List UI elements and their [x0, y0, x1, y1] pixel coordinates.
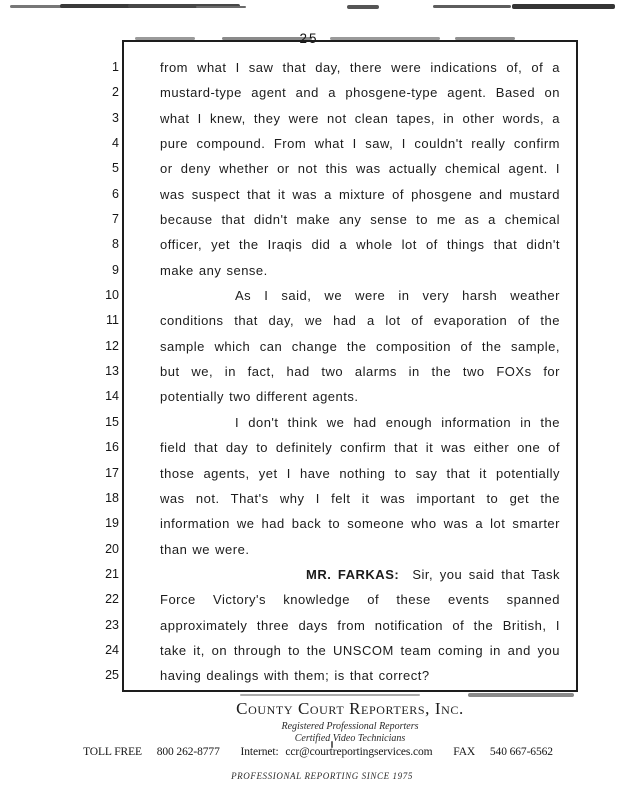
line-number: 1 — [112, 60, 119, 74]
line-text: what I knew, they were not clean tapes, in other words, a — [160, 110, 560, 126]
line-text: As I said, we were in very harsh weather — [235, 288, 560, 304]
line-text: make any sense. — [160, 262, 268, 278]
transcript-line — [95, 283, 560, 308]
transcript-line — [95, 131, 560, 156]
line-number: 5 — [112, 161, 119, 176]
scan-smudge — [347, 5, 379, 9]
line-number: 13 — [105, 364, 119, 379]
line-text: than we were. — [160, 541, 250, 557]
scan-smudge — [196, 6, 246, 9]
transcript-lines — [95, 55, 560, 689]
transcript-line — [95, 663, 560, 688]
fax-label: FAX — [453, 746, 476, 758]
transcript-line — [95, 461, 560, 486]
transcript-line — [95, 106, 560, 131]
page-number: 25 — [299, 31, 319, 46]
transcript-line — [95, 232, 560, 257]
scan-smudge — [433, 5, 511, 8]
transcript-line — [95, 410, 560, 435]
line-number: 7 — [112, 212, 119, 227]
line-number: 14 — [105, 389, 119, 404]
line-text: because that didn't make any sense to me as a chemical — [160, 212, 560, 228]
line-text: information we had back to someone who was a lot smarter — [160, 516, 560, 532]
internet-label: Internet: — [240, 746, 279, 758]
line-text: field that day to definitely confirm that it was either one of — [160, 440, 560, 456]
transcript-line — [95, 156, 560, 181]
line-number: 16 — [105, 440, 119, 455]
transcript-line — [95, 359, 560, 384]
line-number: 19 — [105, 516, 119, 531]
transcript-line — [95, 55, 560, 80]
footer-company-name: County Court Reporters, Inc. — [236, 699, 464, 718]
internet-email: ccr@courtreportingservices.com — [285, 746, 433, 758]
line-number: 12 — [105, 338, 119, 353]
line-text: Force Victory's knowledge of these events spanned — [160, 592, 560, 608]
transcript-line — [95, 638, 560, 663]
transcript-line — [95, 308, 560, 333]
line-text: from what I saw that day, there were indications of, of a — [160, 60, 560, 75]
transcript-line — [95, 80, 560, 105]
line-text: take it, on through to the UNSCOM team coming in and you — [160, 642, 560, 658]
line-number: 8 — [112, 237, 119, 252]
scan-smudge — [512, 4, 615, 9]
line-text: was suspect that it was a mixture of phosgene and mustard — [160, 186, 560, 202]
transcript-line — [95, 334, 560, 359]
line-number: 24 — [105, 642, 119, 657]
line-text: officer, yet the Iraqis did a whole lot of things that didn't — [160, 237, 560, 253]
line-text: mustard-type agent and a phosgene-type agent. Based on — [160, 85, 560, 101]
line-text: MR. FARKAS: Sir, you said that Task — [306, 566, 560, 582]
line-number: 17 — [105, 465, 119, 480]
line-number: 25 — [105, 668, 119, 683]
line-text: I don't think we had enough information in the — [235, 414, 560, 430]
line-text: pure compound. From what I saw, I couldn't really confirm — [160, 136, 560, 152]
transcript-line — [95, 511, 560, 536]
line-text: or deny whether or not this was actually chemical agent. I — [160, 161, 560, 177]
fax-number: 540 667-6562 — [489, 746, 553, 758]
line-number: 4 — [112, 136, 119, 151]
footer-tagline-registered: Registered Professional Reporters — [281, 721, 419, 732]
scan-smudge — [468, 693, 574, 697]
footer-contact-line — [83, 746, 553, 758]
line-number: 10 — [105, 288, 119, 303]
line-number: 2 — [112, 85, 119, 100]
transcript-line — [95, 435, 560, 460]
line-number: 20 — [105, 541, 119, 556]
line-number: 15 — [105, 414, 119, 429]
toll-free-number: 800 262-8777 — [156, 746, 220, 758]
line-text: approximately three days from notification of the British, I — [160, 617, 560, 633]
transcript-line — [95, 562, 560, 587]
line-number: 9 — [112, 262, 119, 277]
transcript-line — [95, 207, 560, 232]
transcript-line — [95, 613, 560, 638]
transcript-line — [95, 587, 560, 612]
scan-smudge — [240, 694, 420, 697]
scan-smudge — [60, 4, 138, 8]
line-number: 6 — [112, 186, 119, 201]
transcript-line — [95, 486, 560, 511]
footer-motto: PROFESSIONAL REPORTING SINCE 1975 — [231, 771, 413, 781]
line-text: sample which can change the composition of the sample, — [160, 338, 560, 354]
line-number: 21 — [105, 566, 119, 581]
transcript-line — [95, 258, 560, 283]
line-text: potentially two different agents. — [160, 389, 359, 405]
toll-free-label: TOLL FREE — [83, 746, 142, 758]
line-number: 23 — [105, 617, 119, 632]
scan-smudge — [331, 741, 333, 748]
footer-tagline-certified: Certified Video Technicians — [294, 732, 406, 744]
line-number: 3 — [112, 110, 119, 125]
line-text: having dealings with them; is that correct? — [160, 668, 430, 684]
line-text: was not. That's why I felt it was important to get the — [160, 490, 560, 506]
line-text: but we, in fact, had two alarms in the two FOXs for — [160, 364, 560, 380]
line-text: those agents, yet I have nothing to say that it potentially — [160, 465, 560, 481]
line-number: 18 — [105, 490, 119, 505]
speaker-name: MR. FARKAS: — [306, 566, 400, 582]
line-text: conditions that day, we had a lot of evaporation of the — [160, 313, 560, 329]
line-number: 22 — [105, 592, 119, 607]
transcript-line — [95, 182, 560, 207]
transcript-line — [95, 537, 560, 562]
line-number: 11 — [106, 313, 119, 328]
transcript-line — [95, 384, 560, 409]
